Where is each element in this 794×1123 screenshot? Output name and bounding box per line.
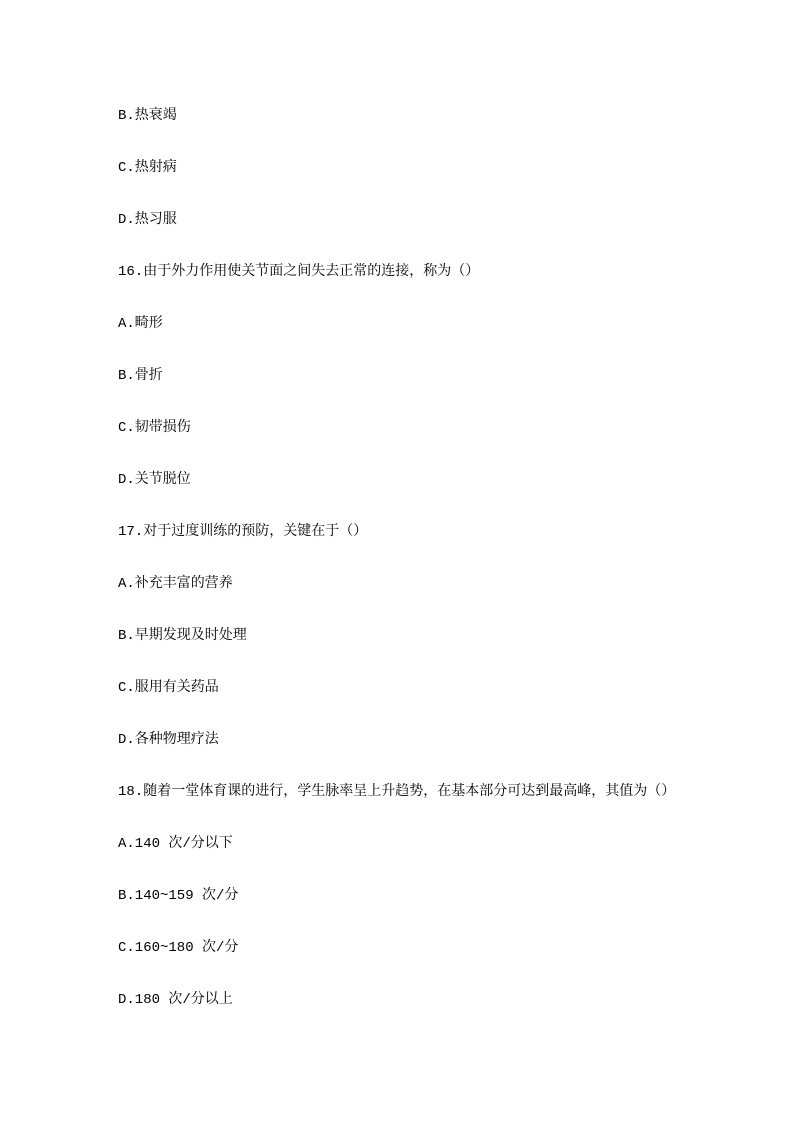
question-18-option-a: A.140 次/分以下 [118,836,233,852]
question-18-option-c: C.160~180 次/分 [118,940,239,956]
question-16-option-b: B.骨折 [118,368,163,384]
question-17-option-c: C.服用有关药品 [118,680,219,696]
question-17-option-d: D.各种物理疗法 [118,732,219,748]
question-16-option-d: D.关节脱位 [118,472,191,488]
question-18-option-d: D.180 次/分以上 [118,992,233,1008]
prev-question-option-b: B.热衰竭 [118,108,177,124]
prev-question-option-d: D.热习服 [118,212,177,228]
question-18-option-b: B.140~159 次/分 [118,888,239,904]
prev-question-option-c: C.热射病 [118,160,177,176]
question-16-option-c: C.韧带损伤 [118,420,191,436]
question-16-stem: 16.由于外力作用使关节面之间失去正常的连接，称为（） [118,264,480,280]
question-17-option-b: B.早期发现及时处理 [118,628,247,644]
question-17-option-a: A.补充丰富的营养 [118,576,233,592]
question-17-stem: 17.对于过度训练的预防，关键在于（） [118,524,368,540]
question-18-stem: 18.随着一堂体育课的进行，学生脉率呈上升趋势，在基本部分可达到最高峰，其值为（） [118,784,676,800]
question-16-option-a: A.畸形 [118,316,163,332]
